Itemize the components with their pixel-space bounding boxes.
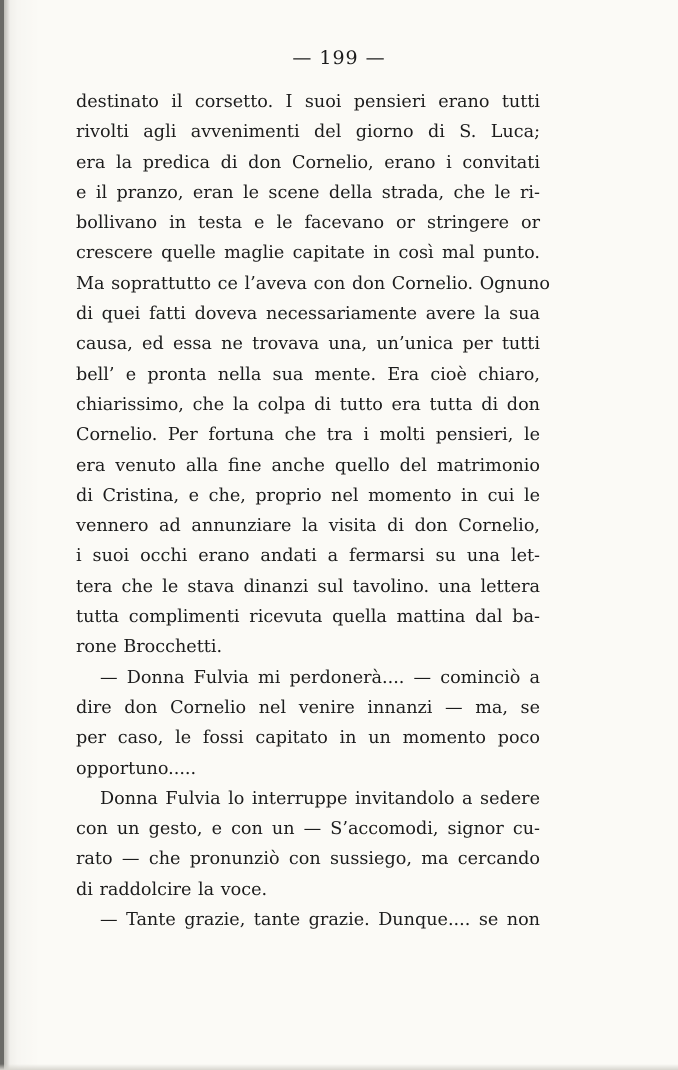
text-line: Donna Fulvia lo interruppe invitandolo a sedere <box>100 788 540 809</box>
text-line: era la predica di don Cornelio, erano i convitati <box>76 152 540 173</box>
text-line: tera che le stava dinanzi sul tavolino. una lettera <box>76 576 540 597</box>
text-line: Ma soprattutto ce l’aveva con don Cornelio. Ognuno <box>76 273 550 294</box>
text-line: di raddolcire la voce. <box>76 879 268 900</box>
text-line: e il pranzo, eran le scene della strada, che le ri- <box>76 182 540 203</box>
text-line: i suoi occhi erano andati a fermarsi su una let- <box>76 546 540 567</box>
text-line: destinato il corsetto. I suoi pensieri erano tutti <box>76 92 540 112</box>
text-line: Cornelio. Per fortuna che tra i molti pensieri, le <box>76 425 540 446</box>
text-line: — Donna Fulvia mi perdonerà.... — cominciò a <box>100 667 540 688</box>
text-line: per caso, le fossi capitato in un momento poco <box>76 728 540 749</box>
text-line: rivolti agli avvenimenti del giorno di S. Luca; <box>76 122 540 143</box>
text-line: con un gesto, e con un — S’accomodi, signor cu- <box>76 819 540 840</box>
text-line: chiarissimo, che la colpa di tutto era tutta di don <box>76 394 540 415</box>
text-line: dire don Cornelio nel venire innanzi — ma, se <box>76 697 540 718</box>
text-line: crescere quelle maglie capitate in così mal punto. <box>76 243 540 264</box>
text-line: di quei fatti doveva necessariamente avere la sua <box>76 304 540 325</box>
text-line: vennero ad annunziare la visita di don Cornelio, <box>76 516 540 537</box>
body-text <box>76 87 550 935</box>
page-bottom-edge <box>0 1064 678 1070</box>
text-line: — Tante grazie, tante grazie. Dunque.... se non <box>100 910 540 931</box>
page-number: — 199 — <box>292 47 386 69</box>
text-line: era venuto alla fine anche quello del matrimonio <box>76 455 540 476</box>
text-line: rone Brocchetti. <box>76 637 223 658</box>
text-line: rato — che pronunziò con sussiego, ma cercando <box>76 849 540 870</box>
text-line: bollivano in testa e le facevano or stringere or <box>76 213 540 234</box>
text-line: bell’ e pronta nella sua mente. Era cioè chiaro, <box>76 364 540 385</box>
text-line: causa, ed essa ne trovava una, un’unica per tutti <box>76 334 540 355</box>
text-line: opportuno..... <box>76 758 197 779</box>
text-line: di Cristina, e che, proprio nel momento in cui le <box>76 485 540 506</box>
text-line: tutta complimenti ricevuta quella mattina dal ba- <box>76 607 540 628</box>
page-spine-shadow <box>4 0 10 1070</box>
